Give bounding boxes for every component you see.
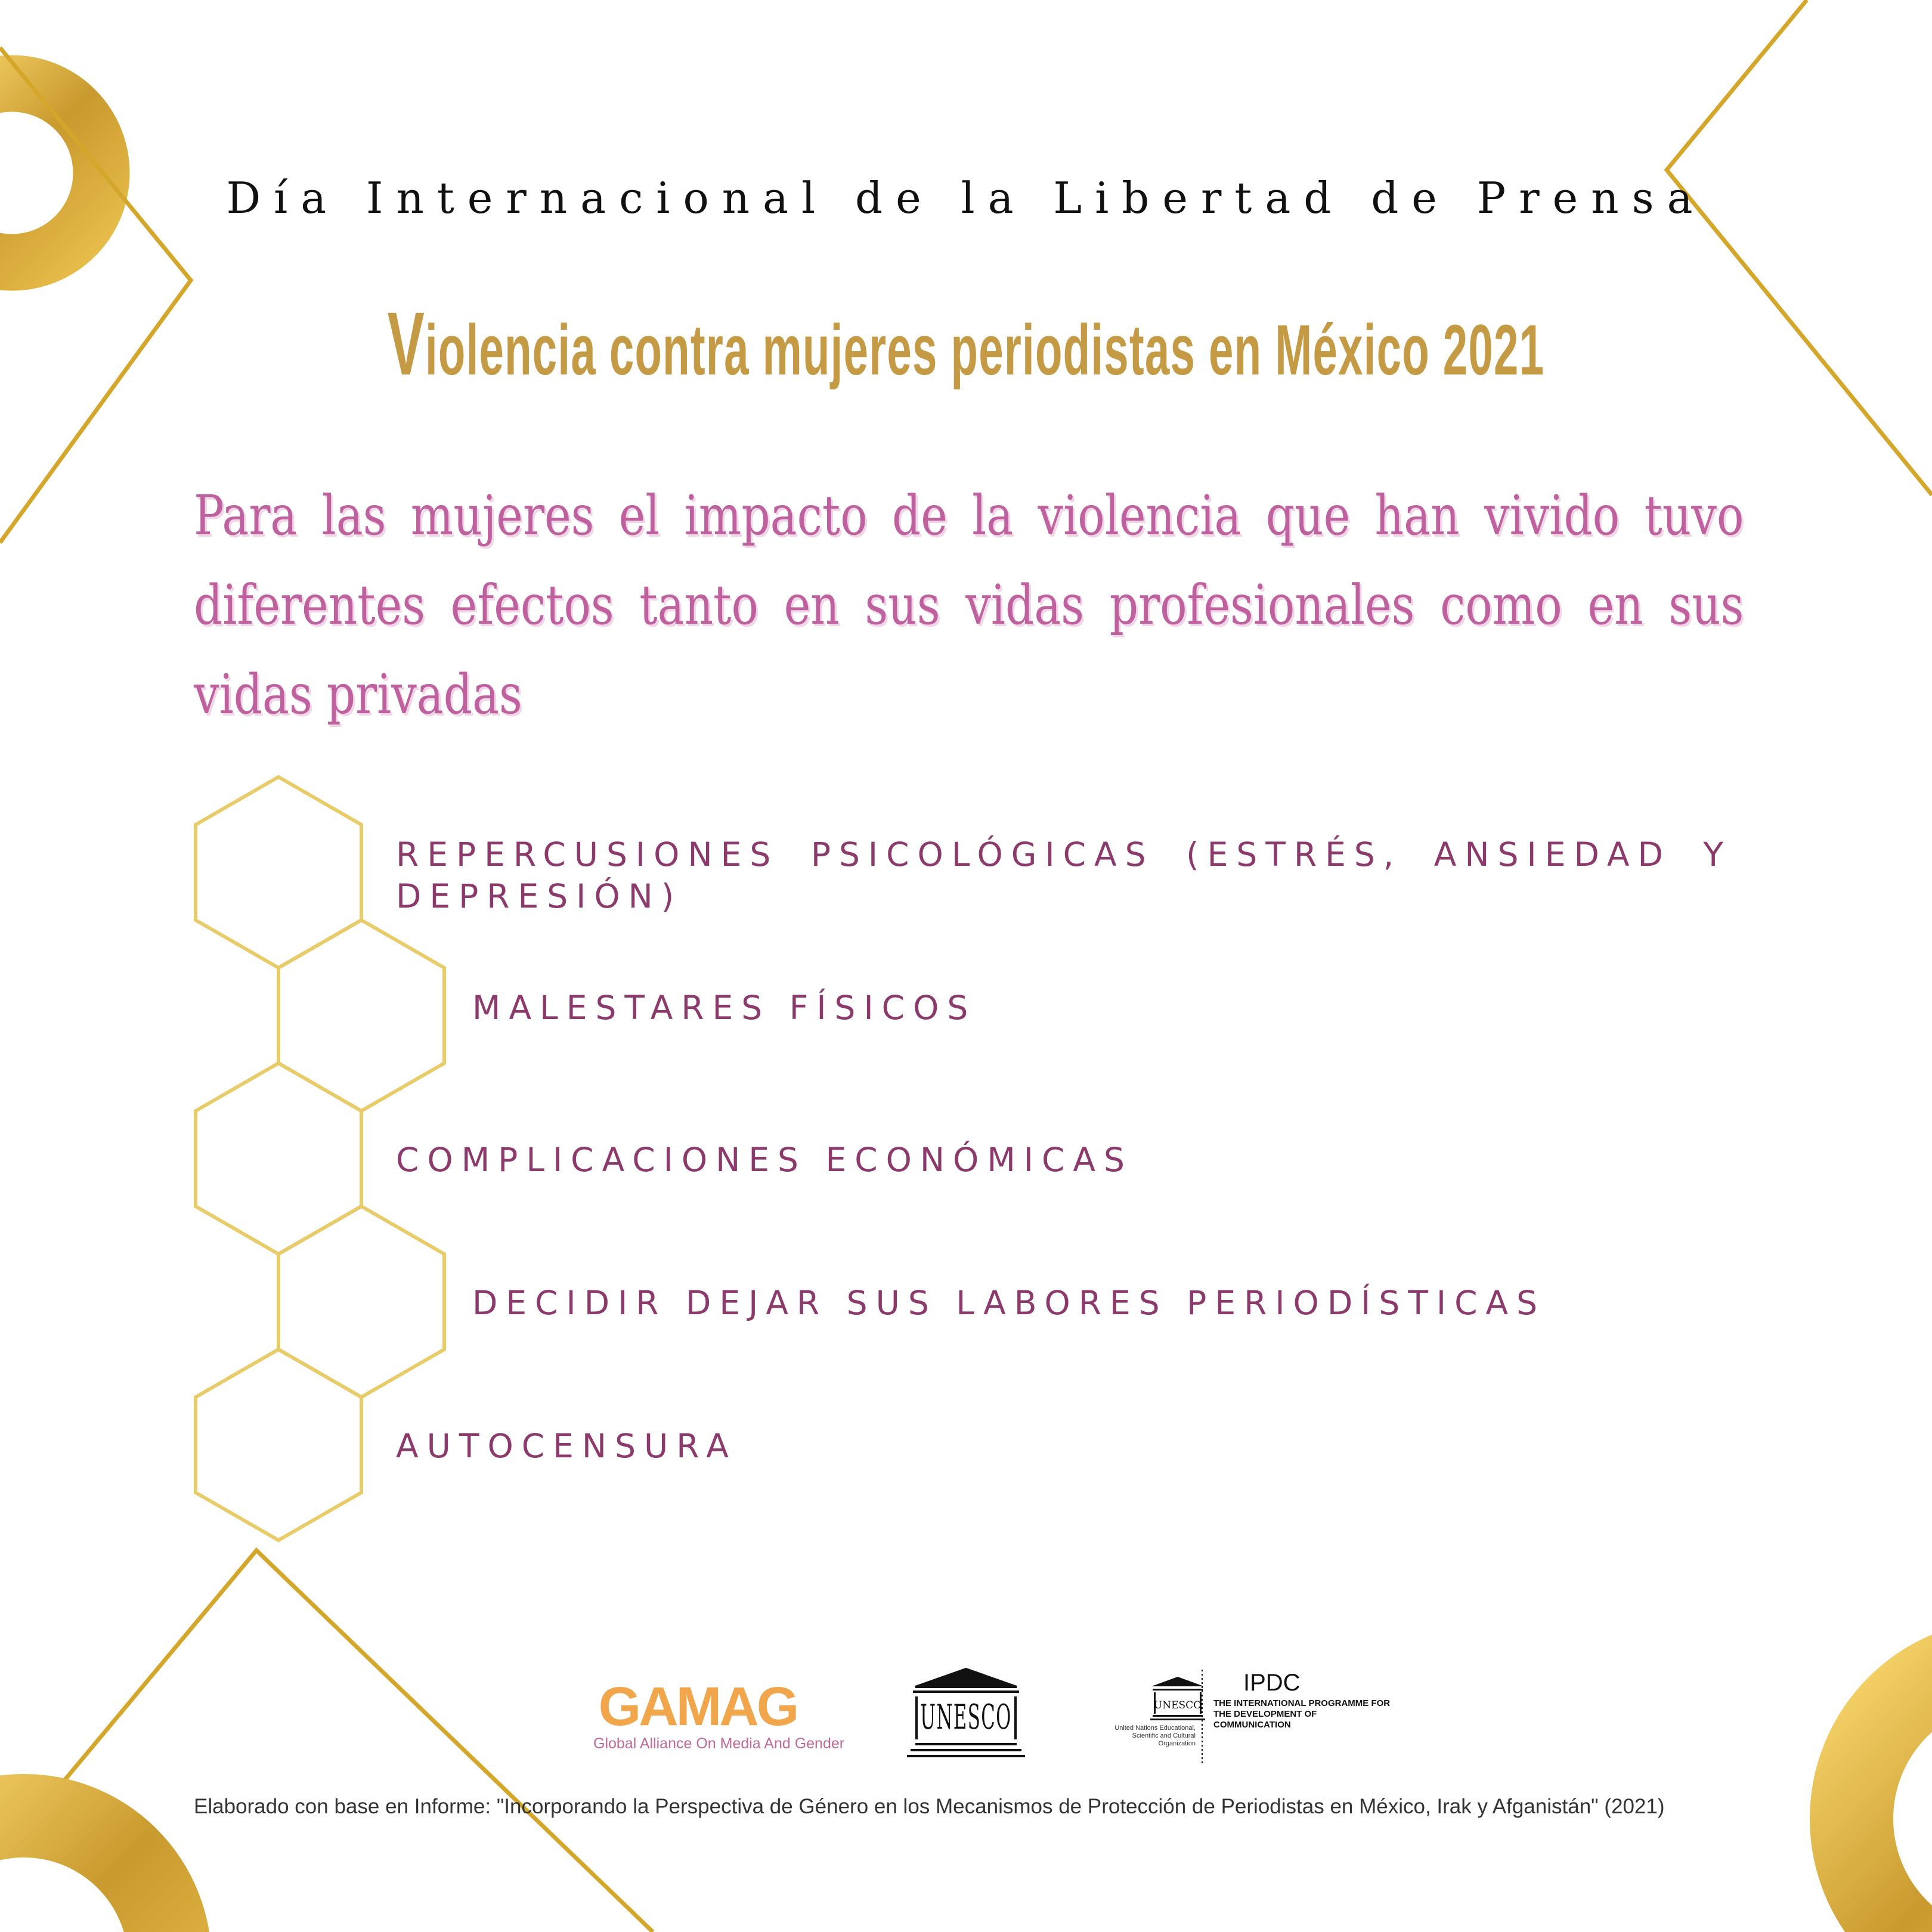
ipdc-title: IPDC [1243,1670,1301,1696]
source-footnote: Elaborado con base en Informe: "Incorporando la Perspectiva de Género en los Mecanismos de Protección de Periodistas en México, Irak y Afganistán" (2021) [194,1795,1665,1818]
effect-item: DECIDIR DEJAR SUS LABORES PERIODÍSTICAS [472,1284,1546,1322]
headline-initial: V [387,293,425,394]
gamag-wordmark: GAMAG [598,1676,797,1737]
ipdc-divider [1200,1670,1204,1765]
gamag-logo [593,1676,845,1759]
effect-item: AUTOCENSURA [396,1427,737,1465]
ipdc-description: THE INTERNATIONAL PROGRAMME FOR THE DEVELOPMENT OF COMMUNICATION [1213,1698,1391,1730]
headline-text: iolencia contra mujeres periodistas en México 2021 [425,310,1545,390]
gold-ring-bottom-right [1852,1661,1932,1932]
unesco-logo [903,1667,1029,1762]
gold-ring-bottom-left [0,1816,170,1932]
ipdc-logo [1112,1670,1391,1765]
effect-item: REPERCUSIONES PSICOLÓGICAS (ESTRÉS, ANSIEDAD Y DEPRESIÓN) [396,835,1732,915]
intro-paragraph: Para las mujeres el impacto de la violencia que han vivido tuvo diferentes efectos tanto en sus vidas profesionales como en sus vidas privadas [194,484,1744,726]
ipdc-org-wordmark: UNESCO [1153,1699,1202,1711]
gold-line-top-right [1667,0,1932,495]
hexagon-4 [278,1206,444,1397]
eyebrow-title: Día Internacional de la Libertad de Prensa [226,173,1706,223]
unesco-wordmark: UNESCO [920,1696,1012,1737]
ipdc-org-name: United Nations Educational, Scientific and Cultural Organization [1114,1724,1196,1747]
hexagon-3 [196,1063,361,1254]
hexagon-5 [196,1349,361,1540]
hexagon-2 [278,920,444,1111]
gamag-tagline: Global Alliance On Media And Gender [593,1735,845,1752]
effect-item: MALESTARES FÍSICOS [472,989,977,1027]
effect-item: COMPLICACIONES ECONÓMICAS [396,1141,1133,1179]
headline [367,292,1565,395]
hexagon-1 [196,777,361,968]
unesco-small-temple-icon [1148,1676,1208,1723]
